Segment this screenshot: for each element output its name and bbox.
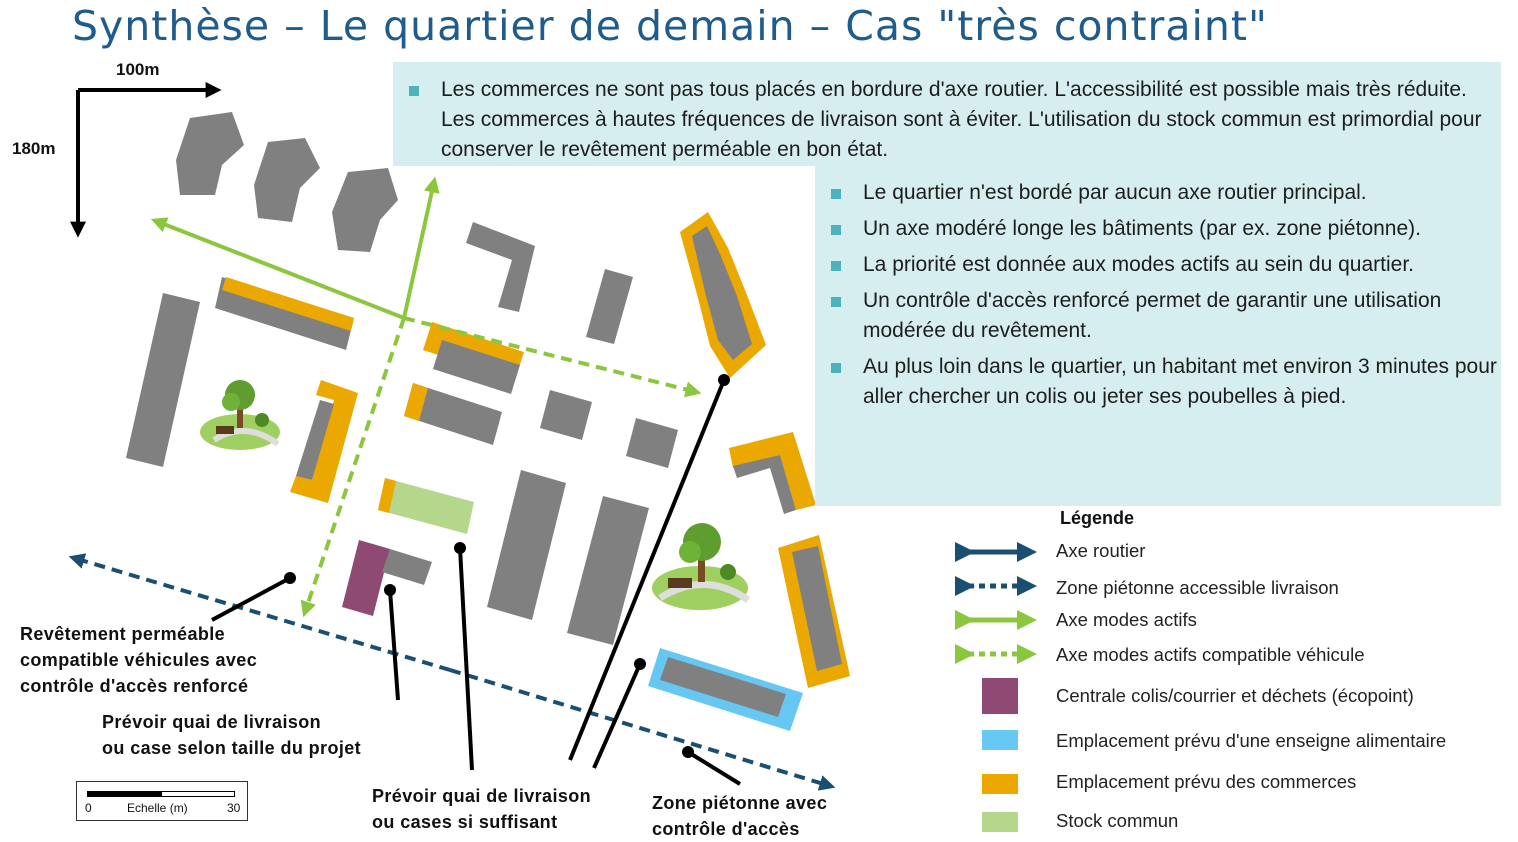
annotation-line: Prévoir quai de livraison [372, 786, 592, 806]
annotation-zone-pietonne [652, 790, 827, 842]
info-text: Un axe modéré longe les bâtiments (par ex. zone piétonne). [863, 217, 1421, 240]
legend-item-modes-actifs: Axe modes actifs [1056, 609, 1197, 630]
info-bullet [815, 214, 1501, 244]
legend-symbols [968, 552, 1030, 832]
info-bullet [815, 178, 1501, 208]
annotation-line: ou cases si suffisant [372, 812, 558, 832]
info-box-right [815, 166, 1501, 506]
info-bullet [815, 250, 1501, 280]
scale-bar-max: 30 [227, 801, 241, 815]
legend-item-enseigne-alimentaire: Emplacement prévu d'une enseigne alimentaire [1056, 730, 1447, 751]
legend-item-modes-actifs-vehicule: Axe modes actifs compatible véhicule [1056, 644, 1365, 665]
legend-item-commerces: Emplacement prévu des commerces [1056, 771, 1357, 792]
info-text: Les commerces ne sont pas tous placés en bordure d'axe routier. L'accessibilité est possible mais très réduite. Les commerces à hautes fréquences de livraison sont à éviter. L'utilisation du stock commun est primordial pour conserver le revêtement perméable en bon état. [441, 78, 1482, 161]
legend-item-stock-commun: Stock commun [1056, 810, 1179, 831]
annotation-line: ou case selon taille du projet [102, 738, 362, 758]
info-bullet [815, 286, 1501, 346]
info-text: Un contrôle d'accès renforcé permet de garantir une utilisation modérée du revêtement. [863, 289, 1442, 342]
scale-bar-graphic [87, 791, 235, 797]
park-icon-2 [652, 523, 748, 610]
info-bullet [815, 352, 1501, 412]
annotation-line: compatible véhicules avec [20, 650, 258, 670]
info-bullet [393, 75, 1501, 165]
annotation-line: contrôle d'accès [652, 819, 800, 839]
annotation-revetement [20, 621, 257, 699]
annotation-quai-2 [372, 783, 591, 835]
bullet-icon [409, 86, 419, 96]
annotation-line: contrôle d'accès renforcé [20, 676, 249, 696]
annotation-line: Prévoir quai de livraison [102, 712, 322, 732]
bullet-icon [831, 297, 841, 307]
bullet-icon [831, 225, 841, 235]
annotation-line: Revêtement perméable [20, 624, 226, 644]
legend-item-axe-routier: Axe routier [1056, 540, 1146, 561]
page-title: Synthèse – Le quartier de demain – Cas "très contraint" [72, 2, 1268, 50]
hex-buildings [176, 112, 398, 252]
legend-item-zone-pietonne: Zone piétonne accessible livraison [1056, 577, 1339, 598]
park-icon [200, 380, 280, 450]
scale-vertical-label: 180m [12, 139, 56, 158]
bullet-icon [831, 189, 841, 199]
info-text: La priorité est donnée aux modes actifs au sein du quartier. [863, 253, 1415, 276]
scale-bar-label: Echelle (m) [127, 801, 188, 815]
annotation-line: Zone piétonne avec [652, 793, 828, 813]
info-text: Le quartier n'est bordé par aucun axe routier principal. [863, 181, 1367, 204]
annotation-quai-1 [102, 709, 361, 761]
bullet-icon [831, 261, 841, 271]
info-text: Au plus loin dans le quartier, un habitant met environ 3 minutes pour aller chercher un colis ou jeter ses poubelles à pied. [863, 355, 1497, 408]
scale-horizontal-label: 100m [116, 60, 160, 79]
scale-bar [76, 781, 248, 821]
legend-item-centrale-colis: Centrale colis/courrier et déchets (écopoint) [1056, 685, 1414, 706]
scale-bar-min: 0 [85, 801, 92, 815]
info-box-top [393, 62, 1501, 166]
bullet-icon [831, 363, 841, 373]
legend-title: Légende [1060, 508, 1135, 528]
